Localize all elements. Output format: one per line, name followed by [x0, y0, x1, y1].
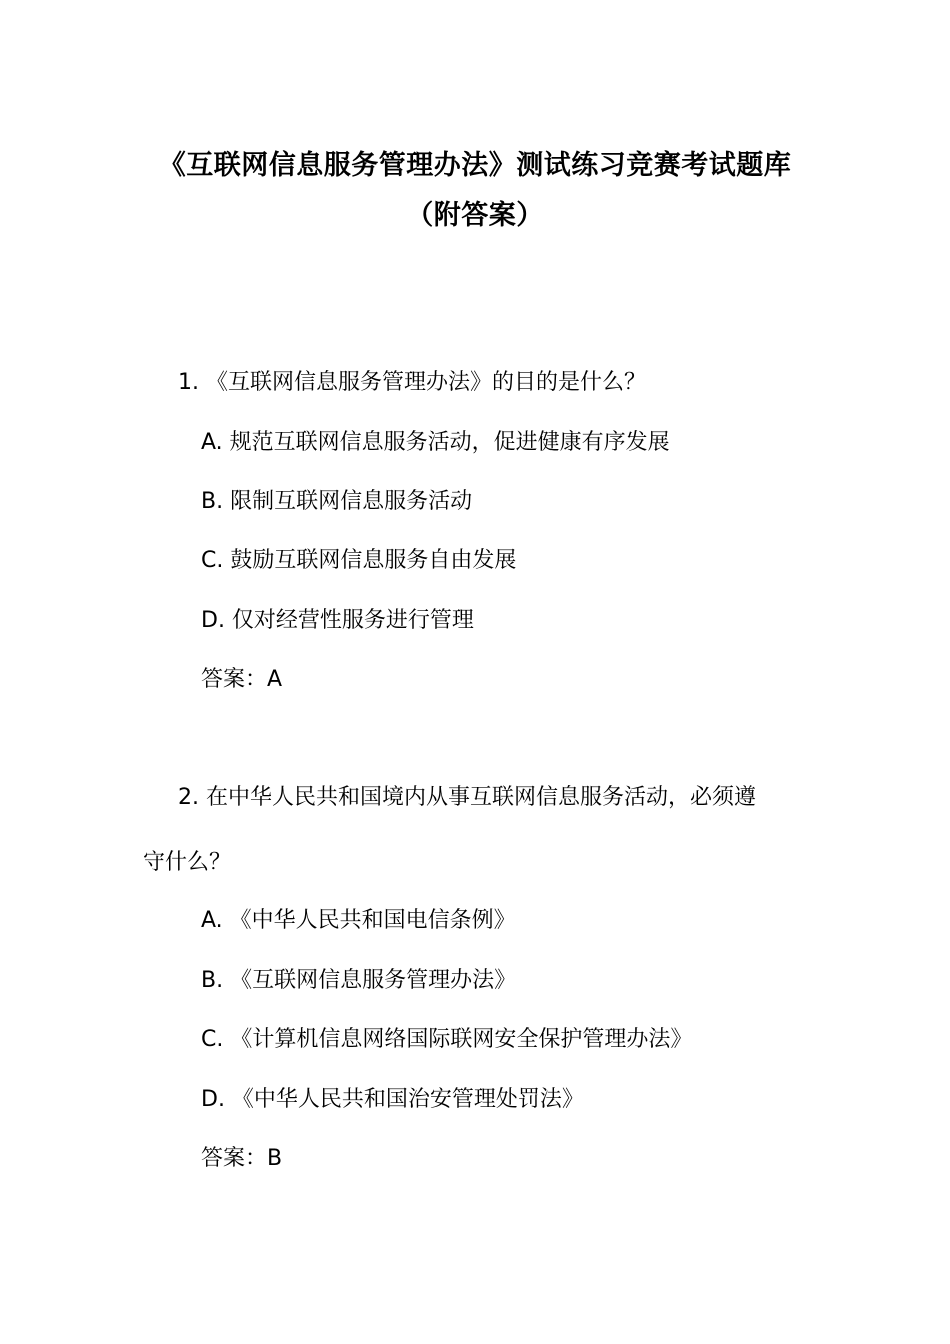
- question-1-option-d: D. 仅对经营性服务进行管理: [201, 608, 474, 633]
- question-2-text-continuation: 守什么？: [143, 850, 232, 875]
- question-2-text: 2. 在中华人民共和国境内从事互联网信息服务活动，必须遵: [178, 785, 756, 810]
- question-1-option-b: B. 限制互联网信息服务活动: [201, 489, 473, 514]
- question-2-option-b: B. 《互联网信息服务管理办法》: [201, 968, 517, 993]
- question-1-text: 1. 《互联网信息服务管理办法》的目的是什么？: [178, 370, 646, 395]
- question-1-option-c: C. 鼓励互联网信息服务自由发展: [201, 548, 517, 573]
- document-title: 《互联网信息服务管理办法》测试练习竞赛考试题库: [158, 150, 792, 181]
- question-2-option-a: A. 《中华人民共和国电信条例》: [201, 908, 516, 933]
- question-2-option-d: D. 《中华人民共和国治安管理处罚法》: [201, 1087, 584, 1112]
- document-subtitle: （附答案）: [406, 200, 544, 231]
- question-1-option-a: A. 规范互联网信息服务活动，促进健康有序发展: [201, 430, 670, 455]
- question-2-answer: 答案：B: [201, 1146, 283, 1171]
- question-2-option-c: C. 《计算机信息网络国际联网安全保护管理办法》: [201, 1027, 693, 1052]
- question-1-answer: 答案：A: [201, 667, 283, 692]
